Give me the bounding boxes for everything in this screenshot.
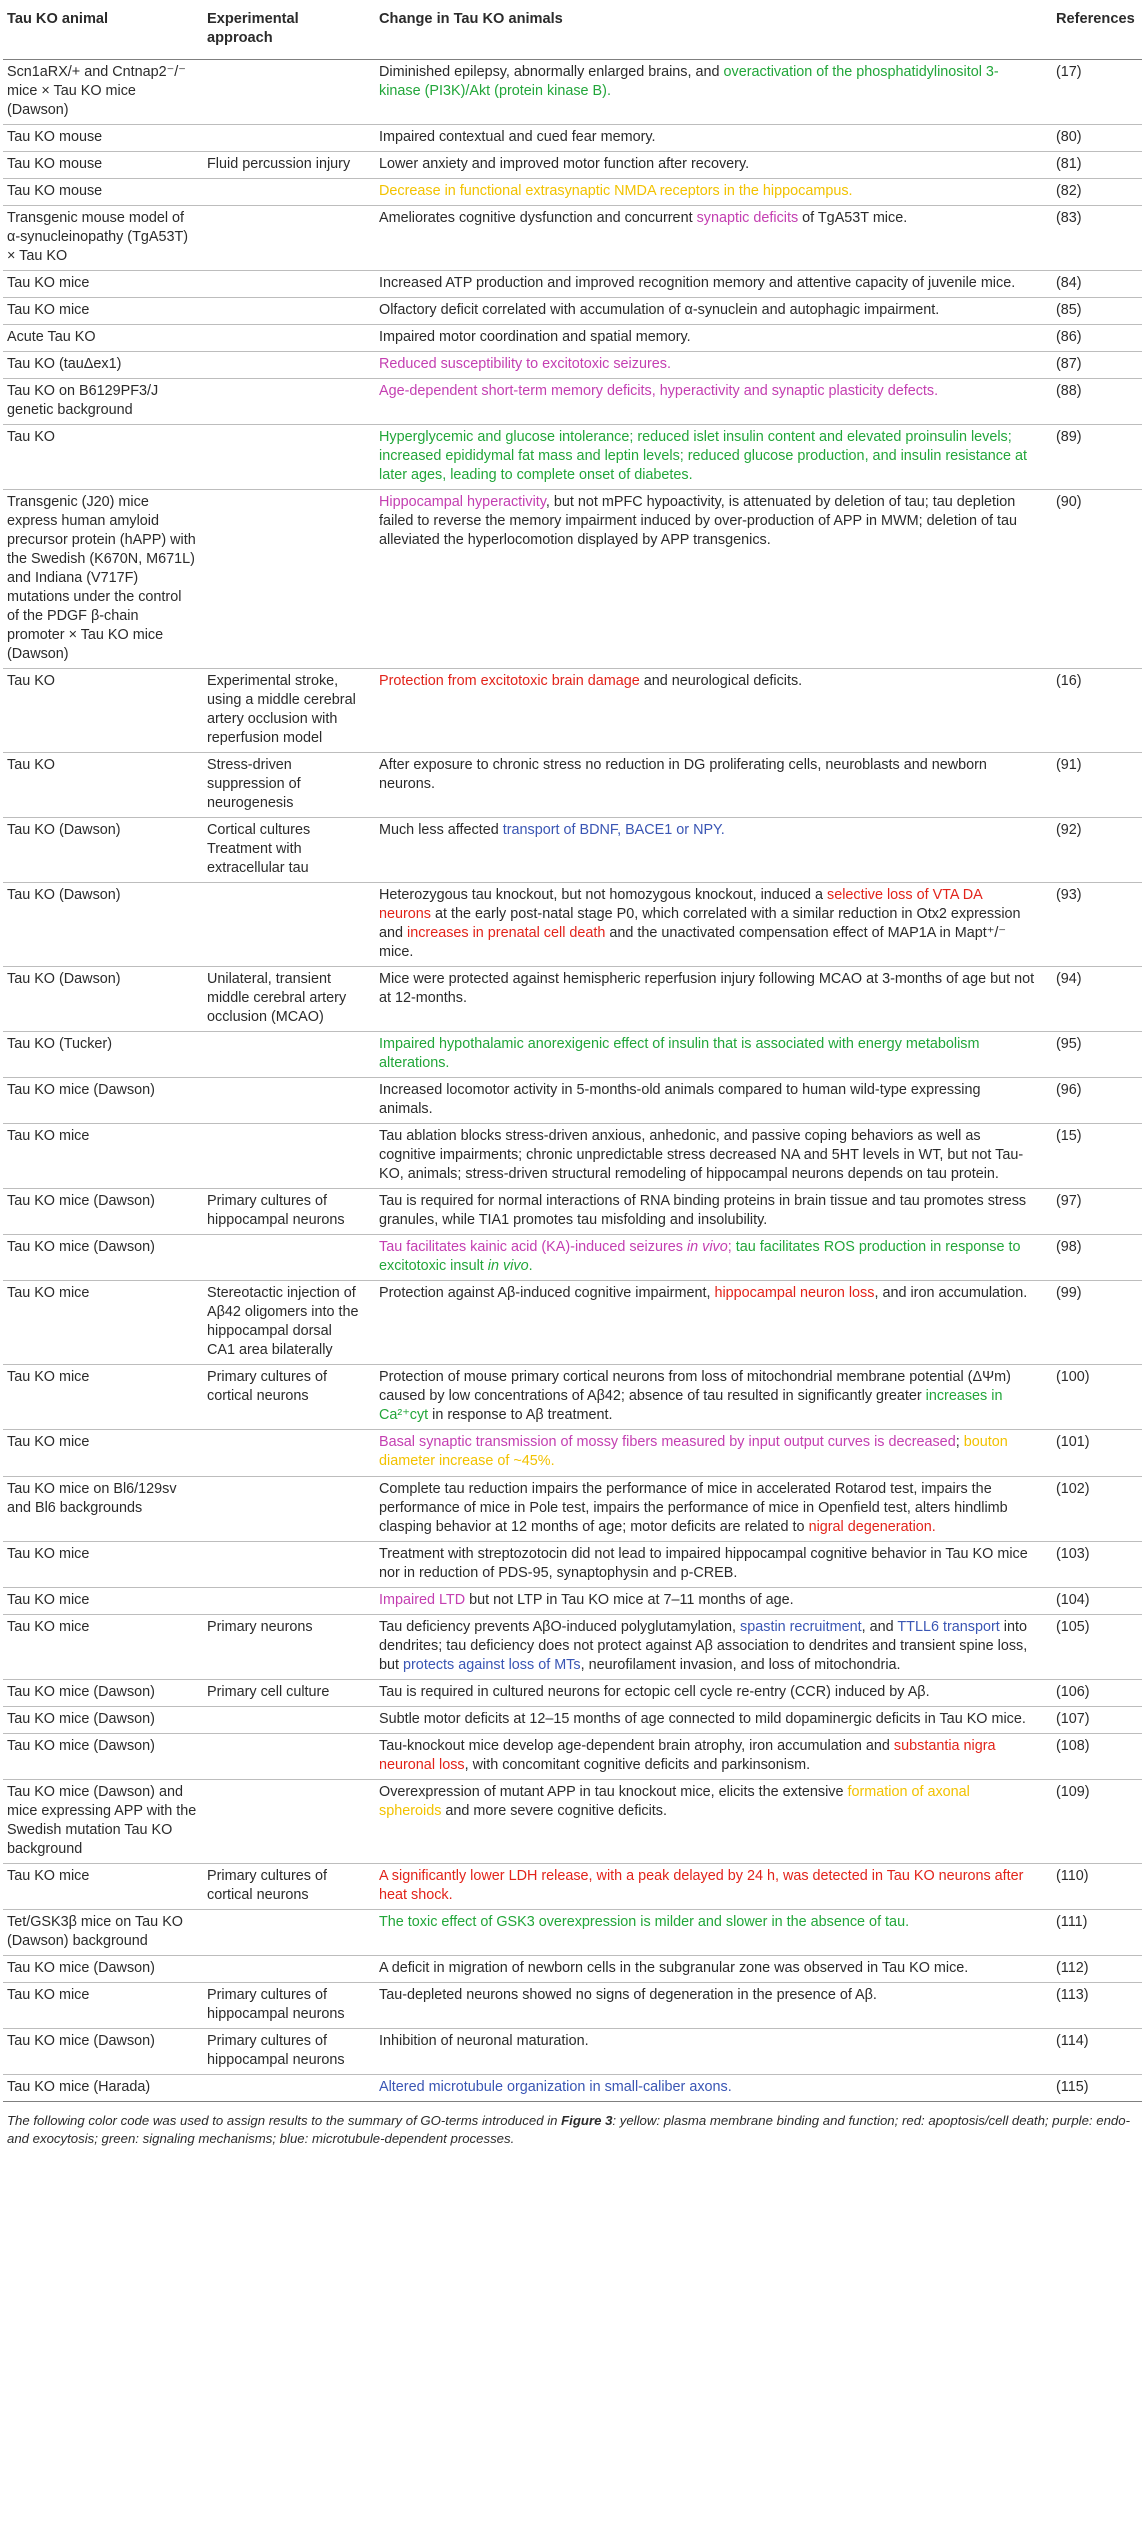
cell-change: [369, 59, 1042, 124]
cell-approach: Stereotactic injection of Aβ42 oligomers into the hippocampal dorsal CA1 area bilaterally: [203, 1281, 369, 1365]
table-row: [3, 1955, 1142, 1982]
cell-animal: Tau KO mice (Dawson): [3, 2028, 203, 2074]
change-segment: in vivo: [487, 1258, 529, 1275]
change-segment: in vivo: [686, 1239, 728, 1256]
cell-change: [369, 1124, 1042, 1189]
table-row: [3, 1909, 1142, 1955]
change-segment: , but not mPFC hypoactivity, is attenuated by deletion of tau; tau depletion failed to reverse the memory impairment induced by over-production of APP in MWM; deletion of tau alleviated the hyperlocomotion displayed by APP transgenics.: [379, 493, 1018, 548]
cell-animal: Tau KO: [3, 752, 203, 817]
cell-animal: Tau KO mice (Dawson): [3, 1189, 203, 1235]
change-segment: The toxic effect of GSK3 overexpression is milder and slower in the absence of tau.: [379, 1913, 910, 1930]
cell-animal: Tau KO mouse: [3, 151, 203, 178]
cell-approach: Primary neurons: [203, 1614, 369, 1679]
cell-change: [369, 668, 1042, 752]
change-segment: A significantly lower LDH release, with a peak delayed by 24 h, was detected in Tau KO neurons after heat shock.: [379, 1867, 1024, 1903]
cell-animal: Tet/GSK3β mice on Tau KO (Dawson) background: [3, 1909, 203, 1955]
change-segment: Protection from excitotoxic brain damage: [379, 672, 640, 689]
cell-change: [369, 270, 1042, 297]
cell-reference: (17): [1042, 59, 1142, 124]
cell-animal: Tau KO mice: [3, 1430, 203, 1476]
cell-animal: Tau KO mice (Harada): [3, 2074, 203, 2101]
change-segment: Impaired motor coordination and spatial memory.: [379, 328, 691, 345]
table-row: [3, 297, 1142, 324]
cell-approach: [203, 205, 369, 270]
cell-reference: (89): [1042, 424, 1142, 489]
cell-animal: Tau KO mice (Dawson): [3, 1706, 203, 1733]
change-segment: Complete tau reduction impairs the performance of mice in accelerated Rotarod test, impairs the performance of mice in Pole test, impairs the performance of mice in Openfield test, alters hindlimb clasping behavior at 12 months of age; motor deficits are related to: [379, 1480, 1008, 1535]
table-row: [3, 1541, 1142, 1587]
cell-approach: Primary cultures of cortical neurons: [203, 1365, 369, 1430]
change-segment: Increased locomotor activity in 5-months-old animals compared to human wild-type expressing animals.: [379, 1082, 981, 1118]
change-segment: Impaired LTD: [379, 1591, 466, 1608]
cell-approach: [203, 1078, 369, 1124]
table-row: [3, 883, 1142, 967]
cell-approach: [203, 1779, 369, 1863]
change-segment: A deficit in migration of newborn cells in the subgranular zone was observed in Tau KO mice.: [379, 1959, 969, 1976]
table-row: [3, 351, 1142, 378]
cell-animal: Tau KO (tauΔex1): [3, 351, 203, 378]
cell-reference: (104): [1042, 1587, 1142, 1614]
cell-animal: Tau KO mice: [3, 1863, 203, 1909]
cell-reference: (87): [1042, 351, 1142, 378]
table-row: [3, 668, 1142, 752]
change-segment: selective loss of VTA DA neurons: [379, 887, 982, 923]
change-segment: hippocampal neuron loss: [714, 1285, 875, 1302]
change-segment: Age-dependent short-term memory deficits, hyperactivity and synaptic plasticity defects.: [379, 382, 939, 399]
cell-animal: Acute Tau KO: [3, 324, 203, 351]
cell-animal: Transgenic mouse model of α-synucleinopathy (TgA53T) × Tau KO: [3, 205, 203, 270]
table-row: [3, 424, 1142, 489]
cell-change: [369, 1189, 1042, 1235]
change-segment: Impaired hypothalamic anorexigenic effect of insulin that is associated with energy metabolism alterations.: [379, 1036, 980, 1072]
change-segment: Basal synaptic transmission of mossy fibers measured by input output curves is decreased: [379, 1434, 956, 1451]
cell-approach: [203, 324, 369, 351]
header-animal: Tau KO animal: [3, 6, 203, 59]
cell-reference: (113): [1042, 1982, 1142, 2028]
change-segment: Subtle motor deficits at 12–15 months of age connected to mild dopaminergic deficits in Tau KO mice.: [379, 1710, 1026, 1727]
change-segment: Diminished epilepsy, abnormally enlarged brains, and: [379, 63, 724, 80]
cell-animal: Tau KO mice: [3, 1541, 203, 1587]
cell-reference: (109): [1042, 1779, 1142, 1863]
table-row: [3, 1124, 1142, 1189]
change-segment: Tau is required in cultured neurons for ectopic cell cycle re-entry (CCR) induced by Aβ.: [379, 1683, 930, 1700]
cell-change: [369, 297, 1042, 324]
cell-animal: Tau KO on B6129PF3/J genetic background: [3, 378, 203, 424]
cell-reference: (107): [1042, 1706, 1142, 1733]
table-row: [3, 1679, 1142, 1706]
cell-reference: (103): [1042, 1541, 1142, 1587]
change-segment: into dendrites; tau deficiency does not protect against Aβ association to dendrites and transient spine loss, but: [379, 1618, 1028, 1673]
cell-reference: (100): [1042, 1365, 1142, 1430]
cell-change: [369, 1032, 1042, 1078]
table-row: [3, 1476, 1142, 1541]
cell-reference: (81): [1042, 151, 1142, 178]
change-segment: increases in Ca²⁺cyt: [379, 1388, 1003, 1424]
cell-change: [369, 489, 1042, 668]
cell-approach: [203, 1541, 369, 1587]
cell-approach: [203, 1909, 369, 1955]
change-segment: and more severe cognitive deficits.: [441, 1802, 667, 1819]
change-segment: spastin recruitment: [740, 1618, 862, 1635]
change-segment: Altered microtubule organization in small-caliber axons.: [379, 2078, 732, 2095]
cell-approach: Primary cultures of hippocampal neurons: [203, 1189, 369, 1235]
change-segment: substantia nigra neuronal loss: [379, 1737, 996, 1773]
cell-approach: [203, 1430, 369, 1476]
cell-approach: Primary cultures of hippocampal neurons: [203, 1982, 369, 2028]
cell-change: [369, 883, 1042, 967]
cell-approach: Experimental stroke, using a middle cerebral artery occlusion with reperfusion model: [203, 668, 369, 752]
change-segment: Tau ablation blocks stress-driven anxious, anhedonic, and passive coping behaviors as well as cognitive impairments; chronic unpredictable stress decreased NA and 5HT levels in WT, but not Tau-KO, animals; stress-driven structural remodeling of hippocampal neurons depends on tau protein.: [379, 1128, 1024, 1183]
cell-reference: (16): [1042, 668, 1142, 752]
cell-change: [369, 1982, 1042, 2028]
cell-change: [369, 178, 1042, 205]
cell-reference: (96): [1042, 1078, 1142, 1124]
cell-animal: Tau KO mouse: [3, 124, 203, 151]
cell-change: [369, 967, 1042, 1032]
cell-animal: Tau KO mice (Dawson): [3, 1679, 203, 1706]
change-segment: but not LTP in Tau KO mice at 7–11 months of age.: [465, 1591, 794, 1608]
change-segment: in response to Aβ treatment.: [428, 1407, 613, 1424]
cell-reference: (83): [1042, 205, 1142, 270]
cell-change: [369, 151, 1042, 178]
change-segment: Tau is required for normal interactions of RNA binding proteins in brain tissue and tau promotes stress granules, while TIA1 promotes tau misfolding and insolubility.: [379, 1193, 1027, 1229]
table-row: [3, 489, 1142, 668]
change-segment: Ameliorates cognitive dysfunction and concurrent: [379, 209, 697, 226]
cell-change: [369, 351, 1042, 378]
cell-reference: (93): [1042, 883, 1142, 967]
change-segment: Tau facilitates kainic acid (KA)-induced seizures: [379, 1239, 687, 1256]
change-segment: protects against loss of MTs: [403, 1656, 581, 1673]
change-segment: of TgA53T mice.: [798, 209, 908, 226]
cell-approach: Cortical cultures Treatment with extracellular tau: [203, 818, 369, 883]
cell-animal: Tau KO mice: [3, 1982, 203, 2028]
cell-approach: Primary cultures of hippocampal neurons: [203, 2028, 369, 2074]
change-segment: ;: [727, 1239, 736, 1256]
table-row: [3, 752, 1142, 817]
change-segment: , and iron accumulation.: [874, 1285, 1028, 1302]
change-segment: After exposure to chronic stress no reduction in DG proliferating cells, neuroblasts and newborn neurons.: [379, 756, 987, 792]
cell-approach: Primary cell culture: [203, 1679, 369, 1706]
header-row: [3, 6, 1142, 59]
change-segment: Increased ATP production and improved recognition memory and attentive capacity of juvenile mice.: [379, 274, 1016, 291]
cell-change: [369, 1863, 1042, 1909]
cell-change: [369, 1614, 1042, 1679]
cell-animal: Tau KO mice: [3, 1281, 203, 1365]
table-row: [3, 1614, 1142, 1679]
cell-animal: Tau KO mouse: [3, 178, 203, 205]
change-segment: Protection of mouse primary cortical neurons from loss of mitochondrial membrane potential (ΔΨm) caused by low concentrations of Aβ42; absence of tau resulted in significantly greater: [379, 1369, 1011, 1405]
cell-animal: Tau KO mice on Bl6/129sv and Bl6 backgrounds: [3, 1476, 203, 1541]
cell-animal: Tau KO mice: [3, 270, 203, 297]
change-segment: Inhibition of neuronal maturation.: [379, 2032, 589, 2049]
table-row: [3, 967, 1142, 1032]
cell-approach: [203, 1706, 369, 1733]
change-segment: Hyperglycemic and glucose intolerance; reduced islet insulin content and elevated proinsulin levels; increased epididymal fat mass and leptin levels; reduced glucose production, and insulin resistance at later ages, leading to complete onset of diabetes.: [379, 428, 1027, 483]
cell-change: [369, 1476, 1042, 1541]
cell-reference: (82): [1042, 178, 1142, 205]
cell-change: [369, 2074, 1042, 2101]
cell-approach: [203, 297, 369, 324]
table-row: [3, 1078, 1142, 1124]
table-row: [3, 378, 1142, 424]
change-segment: bouton diameter increase of ~45%.: [379, 1434, 1008, 1470]
cell-change: [369, 1706, 1042, 1733]
table-body: [3, 59, 1142, 2101]
change-segment: Impaired contextual and cued fear memory.: [379, 128, 656, 145]
change-segment: , with concomitant cognitive deficits and parkinsonism.: [464, 1756, 811, 1773]
cell-approach: [203, 1476, 369, 1541]
change-segment: nigral degeneration.: [808, 1518, 936, 1535]
table-row: [3, 178, 1142, 205]
cell-animal: Tau KO mice: [3, 1587, 203, 1614]
cell-approach: Stress-driven suppression of neurogenesis: [203, 752, 369, 817]
cell-reference: (86): [1042, 324, 1142, 351]
change-segment: increases in prenatal cell death: [407, 925, 606, 942]
tau-ko-table: [3, 6, 1142, 2102]
cell-reference: (94): [1042, 967, 1142, 1032]
change-segment: tau facilitates ROS production in response to excitotoxic insult: [379, 1239, 1021, 1275]
table-row: [3, 2074, 1142, 2101]
change-segment: and the unactivated compensation effect of MAP1A in Mapt⁺/⁻ mice.: [379, 925, 1006, 961]
cell-change: [369, 424, 1042, 489]
cell-change: [369, 1955, 1042, 1982]
footnote-after: : yellow: plasma membrane binding and function; red: apoptosis/cell death; purple: endo- and exocytosis; green: signaling mechanisms; blue: microtubule-dependent processes.: [7, 2112, 1130, 2147]
change-segment: Tau-knockout mice develop age-dependent brain atrophy, iron accumulation and: [379, 1737, 894, 1754]
table-row: [3, 1235, 1142, 1281]
cell-approach: [203, 1587, 369, 1614]
table-row: [3, 1982, 1142, 2028]
cell-change: [369, 1430, 1042, 1476]
change-segment: Much less affected: [379, 822, 503, 839]
table-row: [3, 1032, 1142, 1078]
cell-animal: Tau KO mice: [3, 297, 203, 324]
cell-change: [369, 752, 1042, 817]
change-segment: Hippocampal hyperactivity: [379, 493, 546, 510]
change-segment: synaptic deficits: [696, 209, 799, 226]
cell-reference: (115): [1042, 2074, 1142, 2101]
cell-change: [369, 124, 1042, 151]
cell-approach: [203, 424, 369, 489]
change-segment: Lower anxiety and improved motor function after recovery.: [379, 155, 750, 172]
cell-change: [369, 1078, 1042, 1124]
table-row: [3, 324, 1142, 351]
cell-change: [369, 1365, 1042, 1430]
cell-reference: (114): [1042, 2028, 1142, 2074]
cell-reference: (90): [1042, 489, 1142, 668]
cell-reference: (97): [1042, 1189, 1142, 1235]
cell-reference: (102): [1042, 1476, 1142, 1541]
cell-approach: [203, 124, 369, 151]
cell-approach: [203, 351, 369, 378]
cell-animal: Tau KO mice: [3, 1365, 203, 1430]
table-row: [3, 151, 1142, 178]
change-segment: ;: [955, 1434, 964, 1451]
change-segment: transport of BDNF, BACE1 or NPY.: [502, 822, 725, 839]
cell-animal: Transgenic (J20) mice express human amyloid precursor protein (hAPP) with the Swedish (K670N, M671L) and Indiana (V717F) mutations under the control of the PDGF β-chain promoter × Tau KO mice (Dawson): [3, 489, 203, 668]
cell-approach: [203, 178, 369, 205]
cell-reference: (98): [1042, 1235, 1142, 1281]
cell-animal: Tau KO mice (Dawson): [3, 1955, 203, 1982]
change-segment: TTLL6 transport: [897, 1618, 1000, 1635]
change-segment: , neurofilament invasion, and loss of mitochondria.: [580, 1656, 901, 1673]
table-row: [3, 1430, 1142, 1476]
header-references: References: [1042, 6, 1142, 59]
cell-change: [369, 1733, 1042, 1779]
table-row: [3, 2028, 1142, 2074]
table-row: [3, 1587, 1142, 1614]
table-row: [3, 818, 1142, 883]
cell-approach: [203, 270, 369, 297]
cell-reference: (112): [1042, 1955, 1142, 1982]
cell-change: [369, 1541, 1042, 1587]
change-segment: .: [528, 1258, 533, 1275]
footnote-before: The following color code was used to assign results to the summary of GO-terms introduced in: [7, 2112, 562, 2128]
cell-change: [369, 1235, 1042, 1281]
change-segment: Mice were protected against hemispheric reperfusion injury following MCAO at 3-months of age but not at 12-months.: [379, 971, 1035, 1007]
table-row: [3, 1706, 1142, 1733]
cell-animal: Tau KO mice: [3, 1124, 203, 1189]
table-row: [3, 1365, 1142, 1430]
cell-reference: (101): [1042, 1430, 1142, 1476]
table-row: [3, 1281, 1142, 1365]
cell-reference: (92): [1042, 818, 1142, 883]
cell-reference: (84): [1042, 270, 1142, 297]
cell-approach: [203, 378, 369, 424]
change-segment: Reduced susceptibility to excitotoxic seizures.: [379, 355, 671, 372]
cell-change: [369, 818, 1042, 883]
header-change: Change in Tau KO animals: [369, 6, 1042, 59]
cell-reference: (99): [1042, 1281, 1142, 1365]
table-row: [3, 59, 1142, 124]
table-row: [3, 1189, 1142, 1235]
change-segment: at the early post-natal stage P0, which correlated with a similar reduction in Otx2 expression and: [379, 906, 1021, 942]
header-approach: Experimental approach: [203, 6, 369, 59]
cell-animal: Scn1aRX/+ and Cntnap2⁻/⁻ mice × Tau KO mice (Dawson): [3, 59, 203, 124]
change-segment: , and: [861, 1618, 898, 1635]
cell-reference: (88): [1042, 378, 1142, 424]
cell-approach: Fluid percussion injury: [203, 151, 369, 178]
cell-reference: (95): [1042, 1032, 1142, 1078]
cell-reference: (110): [1042, 1863, 1142, 1909]
cell-reference: (106): [1042, 1679, 1142, 1706]
footnote-figure-ref: Figure 3: [561, 2112, 613, 2128]
cell-animal: Tau KO mice: [3, 1614, 203, 1679]
change-segment: Olfactory deficit correlated with accumulation of α-synuclein and autophagic impairment.: [379, 301, 940, 318]
cell-animal: Tau KO (Tucker): [3, 1032, 203, 1078]
cell-approach: [203, 1955, 369, 1982]
change-segment: Tau-depleted neurons showed no signs of degeneration in the presence of Aβ.: [379, 1986, 877, 2003]
cell-approach: Unilateral, transient middle cerebral artery occlusion (MCAO): [203, 967, 369, 1032]
cell-approach: [203, 489, 369, 668]
cell-approach: [203, 1733, 369, 1779]
cell-change: [369, 1909, 1042, 1955]
change-segment: formation of axonal spheroids: [379, 1783, 970, 1819]
cell-change: [369, 1679, 1042, 1706]
cell-animal: Tau KO: [3, 424, 203, 489]
cell-animal: Tau KO: [3, 668, 203, 752]
table-row: [3, 1863, 1142, 1909]
cell-approach: [203, 1124, 369, 1189]
cell-change: [369, 2028, 1042, 2074]
cell-change: [369, 1587, 1042, 1614]
cell-reference: (15): [1042, 1124, 1142, 1189]
cell-animal: Tau KO (Dawson): [3, 883, 203, 967]
cell-approach: Primary cultures of cortical neurons: [203, 1863, 369, 1909]
change-segment: Decrease in functional extrasynaptic NMDA receptors in the hippocampus.: [379, 182, 853, 199]
cell-reference: (111): [1042, 1909, 1142, 1955]
cell-change: [369, 1779, 1042, 1863]
table-header: [3, 6, 1142, 59]
cell-reference: (108): [1042, 1733, 1142, 1779]
cell-approach: [203, 883, 369, 967]
change-segment: Overexpression of mutant APP in tau knockout mice, elicits the extensive: [379, 1783, 848, 1800]
table-row: [3, 1779, 1142, 1863]
table-row: [3, 124, 1142, 151]
cell-approach: [203, 59, 369, 124]
change-segment: Heterozygous tau knockout, but not homozygous knockout, induced a: [379, 887, 827, 904]
cell-animal: Tau KO mice (Dawson): [3, 1235, 203, 1281]
cell-change: [369, 1281, 1042, 1365]
table-row: [3, 205, 1142, 270]
cell-reference: (80): [1042, 124, 1142, 151]
change-segment: Protection against Aβ-induced cognitive impairment,: [379, 1285, 715, 1302]
cell-animal: Tau KO mice (Dawson) and mice expressing APP with the Swedish mutation Tau KO background: [3, 1779, 203, 1863]
change-segment: Tau deficiency prevents AβO-induced polyglutamylation,: [379, 1618, 741, 1635]
cell-animal: Tau KO (Dawson): [3, 818, 203, 883]
cell-change: [369, 324, 1042, 351]
cell-reference: (91): [1042, 752, 1142, 817]
cell-change: [369, 378, 1042, 424]
cell-approach: [203, 2074, 369, 2101]
cell-approach: [203, 1032, 369, 1078]
cell-reference: (85): [1042, 297, 1142, 324]
table-row: [3, 1733, 1142, 1779]
cell-animal: Tau KO (Dawson): [3, 967, 203, 1032]
cell-animal: Tau KO mice (Dawson): [3, 1733, 203, 1779]
change-segment: Treatment with streptozotocin did not lead to impaired hippocampal cognitive behavior in Tau KO mice nor in reduction of PDS-95, synaptophysin and p-CREB.: [379, 1545, 1028, 1581]
cell-change: [369, 205, 1042, 270]
change-segment: and neurological deficits.: [639, 672, 803, 689]
cell-reference: (105): [1042, 1614, 1142, 1679]
cell-animal: Tau KO mice (Dawson): [3, 1078, 203, 1124]
change-segment: overactivation of the phosphatidylinositol 3-kinase (PI3K)/Akt (protein kinase B).: [379, 63, 999, 99]
cell-approach: [203, 1235, 369, 1281]
table-footnote: [3, 2102, 1142, 2157]
table-row: [3, 270, 1142, 297]
